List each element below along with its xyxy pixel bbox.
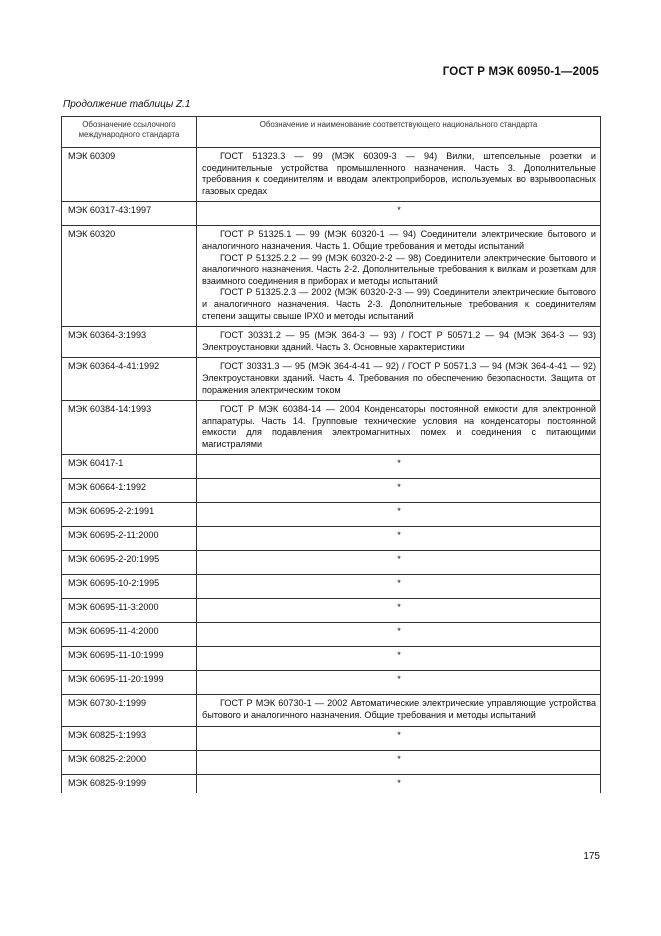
intl-standard-code: МЭК 60695-11-10:1999 <box>62 647 197 671</box>
intl-standard-code: МЭК 60364-3:1993 <box>62 327 197 358</box>
table-row <box>62 527 601 551</box>
intl-standard-code: МЭК 60664-1:1992 <box>62 479 197 503</box>
table-row <box>62 148 601 202</box>
national-standard-text: ГОСТ 30331.3 — 95 (МЭК 364-4-41 — 92) / ГОСТ Р 50571.3 — 94 (МЭК 364-4-41 — 92) Электроустановки зданий. Часть 4. Требования по обеспечению безопасности. Защита от поражения электрическим током <box>202 361 596 395</box>
table-row <box>62 479 601 503</box>
intl-standard-code: МЭК 60695-2-2:1991 <box>62 503 197 527</box>
table-row <box>62 551 601 575</box>
no-equivalent-mark: * <box>197 647 601 671</box>
table-row <box>62 623 601 647</box>
no-equivalent-mark: * <box>197 202 601 226</box>
intl-standard-code: МЭК 60317-43:1997 <box>62 202 197 226</box>
national-standard-cell <box>197 327 601 358</box>
national-standard-text: ГОСТ 30331.2 — 95 (МЭК 364-3 — 93) / ГОСТ Р 50571.2 — 94 (МЭК 364-3 — 93) Электроустановки зданий. Часть 3. Основные характеристики <box>202 330 596 352</box>
table-caption: Продолжение таблицы Z.1 <box>63 99 191 110</box>
intl-standard-code: МЭК 60309 <box>62 148 197 202</box>
table-row <box>62 401 601 455</box>
table-row <box>62 358 601 401</box>
no-equivalent-mark: * <box>197 527 601 551</box>
national-standard-text: ГОСТ Р 51325.1 — 99 (МЭК 60320-1 — 94) Соединители электрические бытового и аналогичного назначения. Часть 1. Общие требования и методы испытаний <box>202 229 596 251</box>
col-header-national: Обозначение и наименование соответствующего национального стандарта <box>197 117 601 148</box>
national-standard-cell <box>197 226 601 327</box>
intl-standard-code: МЭК 60825-1:1993 <box>62 726 197 750</box>
no-equivalent-mark: * <box>197 551 601 575</box>
table-row <box>62 695 601 726</box>
intl-standard-code: МЭК 60417-1 <box>62 455 197 479</box>
national-standard-cell <box>197 695 601 726</box>
intl-standard-code: МЭК 60825-9:1999 <box>62 774 197 793</box>
intl-standard-code: МЭК 60384-14:1993 <box>62 401 197 455</box>
intl-standard-code: МЭК 60320 <box>62 226 197 327</box>
table-row <box>62 202 601 226</box>
national-standard-text: ГОСТ Р 51325.2.3 — 2002 (МЭК 60320-2-3 — 99) Соединители электрические бытового и аналогичного назначения. Часть 2-3. Дополнительные требования к соединителям степени защиты свыше IPX0 и методы испытаний <box>202 287 596 321</box>
intl-standard-code: МЭК 60695-2-11:2000 <box>62 527 197 551</box>
no-equivalent-mark: * <box>197 774 601 793</box>
intl-standard-code: МЭК 60695-2-20:1995 <box>62 551 197 575</box>
table-row <box>62 455 601 479</box>
national-standard-cell <box>197 401 601 455</box>
no-equivalent-mark: * <box>197 726 601 750</box>
table-row <box>62 726 601 750</box>
national-standard-text: ГОСТ Р МЭК 60384-14 — 2004 Конденсаторы постоянной емкости для электронной аппаратуры. Часть 14. Групповые технические условия на конденсаторы постоянной емкости для подавления электромагнитных помех и соединения с питающими магистралями <box>202 404 596 449</box>
no-equivalent-mark: * <box>197 671 601 695</box>
intl-standard-code: МЭК 60695-10-2:1995 <box>62 575 197 599</box>
intl-standard-code: МЭК 60825-2:2000 <box>62 750 197 774</box>
page-number: 175 <box>583 851 600 862</box>
table-row <box>62 647 601 671</box>
national-standard-cell <box>197 148 601 202</box>
standards-table <box>61 116 601 793</box>
table-row <box>62 671 601 695</box>
national-standard-text: ГОСТ Р 51325.2.2 — 99 (МЭК 60320-2-2 — 98) Соединители электрические бытового и аналогичного назначения. Часть 2-2. Дополнительные требования к вилкам и розеткам для взаимного соединения в приборах и методы испытаний <box>202 252 596 286</box>
table-row <box>62 599 601 623</box>
col-header-international: Обозначение ссылочного международного стандарта <box>62 117 197 148</box>
table-row <box>62 226 601 327</box>
no-equivalent-mark: * <box>197 503 601 527</box>
intl-standard-code: МЭК 60364-4-41:1992 <box>62 358 197 401</box>
national-standard-cell <box>197 358 601 401</box>
table-row <box>62 750 601 774</box>
no-equivalent-mark: * <box>197 575 601 599</box>
intl-standard-code: МЭК 60695-11-3:2000 <box>62 599 197 623</box>
no-equivalent-mark: * <box>197 455 601 479</box>
intl-standard-code: МЭК 60695-11-20:1999 <box>62 671 197 695</box>
table-row <box>62 503 601 527</box>
table-row <box>62 575 601 599</box>
no-equivalent-mark: * <box>197 479 601 503</box>
intl-standard-code: МЭК 60730-1:1999 <box>62 695 197 726</box>
no-equivalent-mark: * <box>197 750 601 774</box>
intl-standard-code: МЭК 60695-11-4:2000 <box>62 623 197 647</box>
no-equivalent-mark: * <box>197 623 601 647</box>
national-standard-text: ГОСТ Р МЭК 60730-1 — 2002 Автоматические электрические управляющие устройства бытового и аналогичного назначения. Общие требования и методы испытаний <box>202 698 596 721</box>
table-row <box>62 327 601 358</box>
national-standard-text: ГОСТ 51323.3 — 99 (МЭК 60309-3 — 94) Вилки, штепсельные розетки и соединительные устройства промышленного назначения. Часть 3. Дополнительные требования к соединителям и вводам электроприборов, используемых во взрывоопасных газовых средах <box>202 151 596 196</box>
document-id-header: ГОСТ Р МЭК 60950-1—2005 <box>442 66 599 78</box>
table-header-row <box>62 117 601 148</box>
no-equivalent-mark: * <box>197 599 601 623</box>
table-row <box>62 774 601 793</box>
